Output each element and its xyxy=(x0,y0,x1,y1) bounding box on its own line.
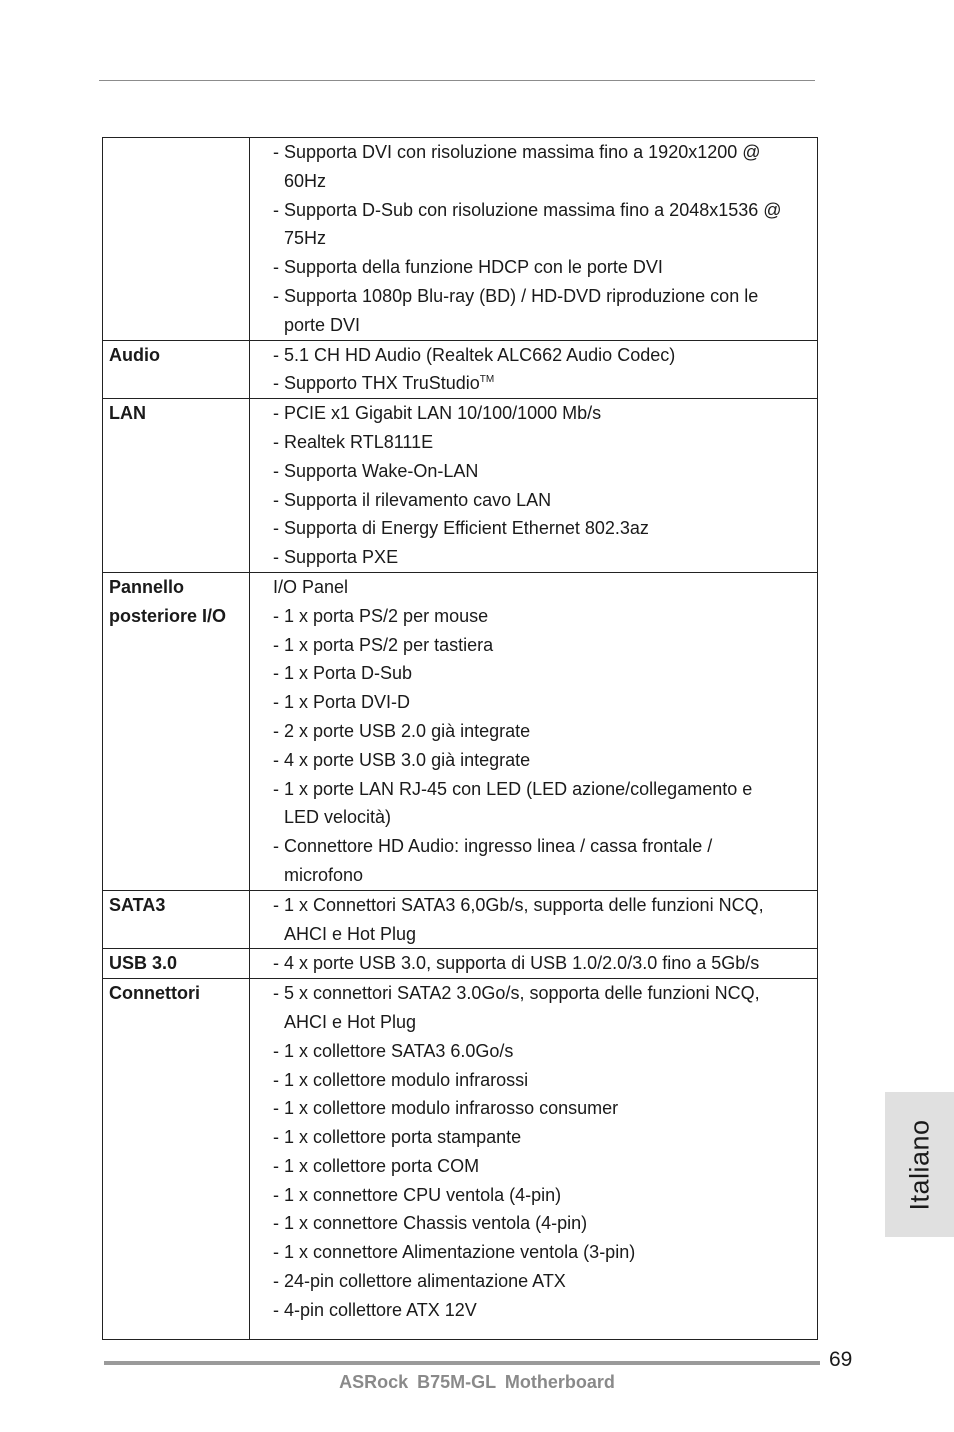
spec-item-text: - 1 x Connettori SATA3 6,0Gb/s, supporta delle funzioni NCQ, xyxy=(273,894,764,915)
spec-row xyxy=(103,979,818,1340)
spec-item-text: AHCI e Hot Plug xyxy=(284,923,417,944)
spec-label: LAN xyxy=(109,403,146,424)
spec-row xyxy=(103,399,818,573)
spec-item-text: - 5 x connettori SATA2 3.0Go/s, sopporta delle funzioni NCQ, xyxy=(273,983,760,1004)
spec-item-text: - 1 x connettore Alimentazione ventola (3-pin) xyxy=(273,1242,636,1263)
spec-item xyxy=(273,631,817,660)
spec-label-cell xyxy=(103,572,250,890)
spec-item xyxy=(273,1123,817,1152)
spec-item xyxy=(273,1094,817,1123)
spec-item xyxy=(273,311,817,340)
spec-items-cell xyxy=(250,979,818,1340)
spec-item xyxy=(273,979,817,1008)
spec-item xyxy=(273,486,817,515)
spec-item-text: - 1 x porte LAN RJ-45 con LED (LED azione/collegamento e xyxy=(273,778,753,799)
spec-item-text: - Supporta Wake-On-LAN xyxy=(273,460,479,481)
spec-item-text: - 1 x Porta D-Sub xyxy=(273,663,413,684)
spec-item xyxy=(273,861,817,890)
spec-item xyxy=(273,602,817,631)
spec-label: Audio xyxy=(109,344,160,365)
spec-label-cell xyxy=(103,340,250,399)
spec-item xyxy=(273,1267,817,1296)
trademark-superscript: TM xyxy=(479,374,495,386)
spec-items-cell xyxy=(250,340,818,399)
spec-item-text: - Supporta D-Sub con risoluzione massima fino a 2048x1536 @ xyxy=(273,199,782,220)
spec-item-text: - 4-pin collettore ATX 12V xyxy=(273,1299,477,1320)
spec-row xyxy=(103,572,818,890)
spec-row xyxy=(103,890,818,949)
spec-label: Pannello xyxy=(109,576,185,597)
spec-item-text: AHCI e Hot Plug xyxy=(284,1011,417,1032)
top-rule xyxy=(99,80,815,81)
spec-item xyxy=(273,775,817,804)
spec-row xyxy=(103,340,818,399)
spec-item-text: - 24-pin collettore alimentazione ATX xyxy=(273,1271,566,1292)
spec-item-text: - 1 x collettore modulo infrarossi xyxy=(273,1069,529,1090)
spec-item-text: - 4 x porte USB 3.0, supporta di USB 1.0/2.0/3.0 fino a 5Gb/s xyxy=(273,953,760,974)
spec-item xyxy=(273,428,817,457)
spec-item-text: - Supporta della funzione HDCP con le porte DVI xyxy=(273,257,663,278)
spec-label: posteriore I/O xyxy=(109,605,227,626)
spec-item-text: - 1 x collettore SATA3 6.0Go/s xyxy=(273,1040,514,1061)
spec-row xyxy=(103,949,818,979)
spec-label-cell xyxy=(103,979,250,1340)
spec-item xyxy=(273,1152,817,1181)
spec-item xyxy=(273,369,817,398)
spec-table xyxy=(102,137,818,1340)
bottom-rule xyxy=(104,1361,820,1365)
spec-item xyxy=(273,282,817,311)
spec-item xyxy=(273,514,817,543)
spec-item-text: - 1 x porta PS/2 per tastiera xyxy=(273,634,494,655)
spec-item xyxy=(273,1037,817,1066)
spec-item-text: porte DVI xyxy=(284,314,361,335)
page-number: 69 xyxy=(829,1348,853,1371)
spec-item xyxy=(273,803,817,832)
spec-label-cell xyxy=(103,949,250,979)
spec-item xyxy=(273,717,817,746)
spec-item xyxy=(273,1066,817,1095)
spec-item xyxy=(273,543,817,572)
spec-item-text: - PCIE x1 Gigabit LAN 10/100/1000 Mb/s xyxy=(273,403,602,424)
spec-item-text: - Supporto THX TruStudio xyxy=(273,373,480,394)
spec-item xyxy=(273,832,817,861)
spec-item xyxy=(273,457,817,486)
spec-item xyxy=(273,341,817,370)
spec-label: SATA3 xyxy=(109,894,166,915)
spec-item-text: - 1 x collettore modulo infrarosso consumer xyxy=(273,1098,619,1119)
spec-item xyxy=(273,688,817,717)
spec-label: Connettori xyxy=(109,983,200,1004)
language-side-tab xyxy=(885,1092,954,1237)
spec-items-cell xyxy=(250,890,818,949)
spec-item-text: - 1 x Porta DVI-D xyxy=(273,692,411,713)
spec-label: USB 3.0 xyxy=(109,953,178,974)
spec-item xyxy=(273,1238,817,1267)
spec-label-cell xyxy=(103,399,250,573)
spec-item-text: - Supporta il rilevamento cavo LAN xyxy=(273,489,552,510)
spec-item xyxy=(273,1181,817,1210)
spec-item-text: - Realtek RTL8111E xyxy=(273,431,434,452)
spec-item xyxy=(273,196,817,225)
spec-items-cell xyxy=(250,572,818,890)
spec-item-text: - 2 x porte USB 2.0 già integrate xyxy=(273,720,531,741)
spec-item xyxy=(273,224,817,253)
spec-item-text: microfono xyxy=(284,864,364,885)
footer-title: ASRock B75M-GL Motherboard xyxy=(339,1372,615,1392)
spec-item xyxy=(273,138,817,167)
spec-item xyxy=(273,1008,817,1037)
spec-item xyxy=(273,1296,817,1325)
spec-item-text: - 1 x collettore porta COM xyxy=(273,1155,480,1176)
spec-item-text: 60Hz xyxy=(284,170,327,191)
spec-item-text: I/O Panel xyxy=(273,576,349,597)
spec-label-cell xyxy=(103,890,250,949)
spec-item-text: LED velocità) xyxy=(284,807,392,828)
language-tab-label: Italiano xyxy=(904,1118,934,1211)
spec-item-text: - 1 x connettore Chassis ventola (4-pin) xyxy=(273,1213,588,1234)
spec-item xyxy=(273,253,817,282)
spec-item-text: - Supporta PXE xyxy=(273,547,399,568)
spec-row xyxy=(103,138,818,341)
spec-item-text: - Supporta di Energy Efficient Ethernet 802.3az xyxy=(273,518,649,539)
spec-item-text: - Supporta 1080p Blu-ray (BD) / HD-DVD riproduzione con le xyxy=(273,285,759,306)
spec-item xyxy=(273,167,817,196)
spec-item-text: - Supporta DVI con risoluzione massima fino a 1920x1200 @ xyxy=(273,142,761,162)
spec-item xyxy=(273,949,817,978)
spec-label-cell xyxy=(103,138,250,341)
spec-item xyxy=(273,399,817,428)
spec-items-cell xyxy=(250,949,818,979)
spec-item-text: - Connettore HD Audio: ingresso linea / cassa frontale / xyxy=(273,836,713,857)
spec-item xyxy=(273,746,817,775)
spec-item-text: - 1 x connettore CPU ventola (4-pin) xyxy=(273,1184,562,1205)
spec-items-cell xyxy=(250,138,818,341)
spec-item xyxy=(273,1209,817,1238)
spec-item xyxy=(273,920,817,949)
spec-item xyxy=(273,659,817,688)
spec-item-text: - 4 x porte USB 3.0 già integrate xyxy=(273,749,531,770)
spec-items-cell xyxy=(250,399,818,573)
spec-item xyxy=(273,891,817,920)
spec-item-text: 75Hz xyxy=(284,228,327,249)
spec-item-heading xyxy=(273,573,817,602)
spec-item-text: - 5.1 CH HD Audio (Realtek ALC662 Audio Codec) xyxy=(273,344,676,365)
spec-item-text: - 1 x collettore porta stampante xyxy=(273,1127,522,1148)
spec-item-text: - 1 x porta PS/2 per mouse xyxy=(273,605,489,626)
